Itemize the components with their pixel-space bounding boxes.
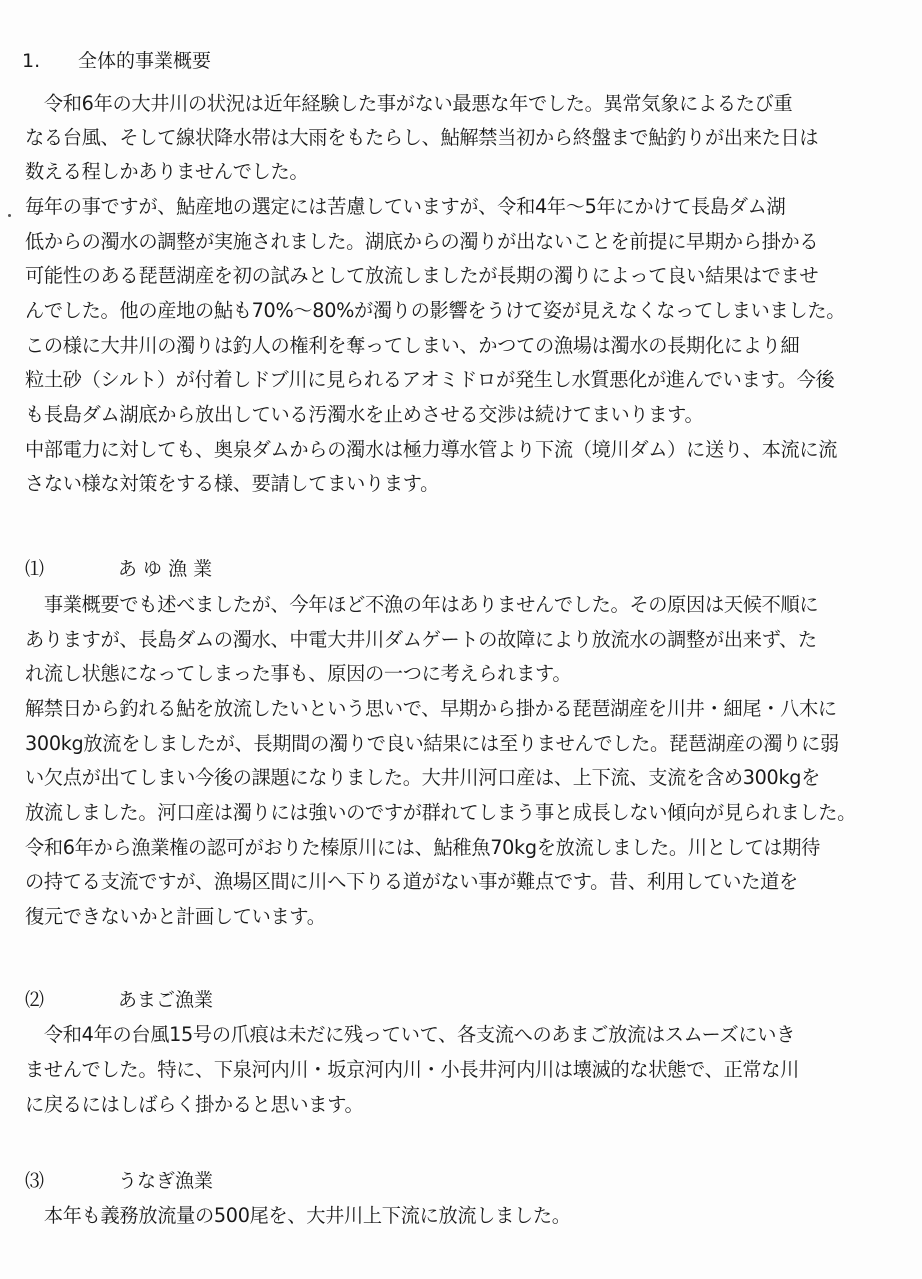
subsection-number: ⑴ <box>25 558 45 580</box>
subsection-title: うなぎ漁業 <box>118 1170 214 1192</box>
paragraph-line: 本年も義務放流量の500尾を、大井川上下流に放流しました。 <box>25 1204 571 1227</box>
paragraph-line: この様に大井川の濁りは釣人の権利を奪ってしまい、かつての漁場は濁水の長期化により細 <box>25 334 800 357</box>
section-number: 1. <box>22 50 41 72</box>
paragraph-line: 粒土砂（シルト）が付着しドブ川に見られるアオミドロが発生し水質悪化が進んでいます。今後 <box>25 368 835 391</box>
paragraph-line: れ流し状態になってしまった事も、原因の一つに考えられます。 <box>25 662 572 685</box>
paragraph-line: んでした。他の産地の鮎も70%～80%が濁りの影響をうけて姿が見えなくなってしまいました。 <box>25 299 846 322</box>
paragraph-line: なる台風、そして線状降水帯は大雨をもたらし、鮎解禁当初から終盤まで鮎釣りが出来た日は <box>25 126 819 149</box>
paragraph-line: 令和6年の大井川の状況は近年経験した事がない最悪な年でした。異常気象によるたび重 <box>25 92 793 115</box>
paragraph-line: 可能性のある琵琶湖産を初の試みとして放流しましたが長期の濁りによって良い結果はでませ <box>25 264 819 287</box>
paragraph-line: 放流しました。河口産は濁りには強いのですが群れてしまう事と成長しない傾向が見られました。 <box>25 801 857 824</box>
scan-speck <box>8 214 11 217</box>
paragraph-line: 数える程しかありませんでした。 <box>25 160 309 183</box>
paragraph-line: 令和6年から漁業権の認可がおりた榛原川には、鮎稚魚70kgを放流しました。川としては期待 <box>25 836 821 859</box>
subsection-number: ⑶ <box>25 1170 45 1192</box>
subsection-title: あまご漁業 <box>118 989 214 1011</box>
paragraph-line: も長島ダム湖底から放出している汚濁水を止めさせる交渉は続けてまいります。 <box>25 403 704 426</box>
subsection-number: ⑵ <box>25 989 45 1011</box>
section-title: 全体的事業概要 <box>78 50 212 72</box>
paragraph-line: い欠点が出てしまい今後の課題になりました。大井川河口産は、上下流、支流を含め300kgを <box>25 766 821 789</box>
paragraph-line: 復元できないかと計画しています。 <box>25 905 326 928</box>
paragraph-line: 毎年の事ですが、鮎産地の選定には苦慮していますが、令和4年～5年にかけて長島ダム湖 <box>25 195 786 218</box>
paragraph-line: 中部電力に対しても、奥泉ダムからの濁水は極力導水管より下流（境川ダム）に送り、本流に流 <box>25 438 838 461</box>
paragraph-line: 令和4年の台風15号の爪痕は未だに残っていて、各支流へのあまご放流はスムーズにいき <box>25 1023 796 1046</box>
paragraph-line: の持てる支流ですが、漁場区間に川へ下りる道がない事が難点です。昔、利用していた道を <box>25 870 798 893</box>
paragraph-line: ませんでした。特に、下泉河内川・坂京河内川・小長井河内川は壊滅的な状態で、正常な川 <box>25 1058 800 1081</box>
paragraph-line: 300kg放流をしましたが、長期間の濁りで良い結果には至りませんでした。琵琶湖産の濁りに弱 <box>25 732 839 755</box>
paragraph-line: ありますが、長島ダムの濁水、中電大井川ダムゲートの故障により放流水の調整が出来ず、た <box>25 628 817 651</box>
paragraph-line: さない様な対策をする様、要請してまいります。 <box>25 472 439 495</box>
paragraph-line: 低からの濁水の調整が実施されました。湖底からの濁りが出ないことを前提に早期から掛かる <box>25 230 819 253</box>
paragraph-line: に戻るにはしばらく掛かると思います。 <box>25 1093 364 1116</box>
paragraph-line: 解禁日から釣れる鮎を放流したいという思いで、早期から掛かる琵琶湖産を川井・細尾・八木に <box>25 697 837 720</box>
subsection-title: あ ゆ 漁 業 <box>118 558 213 580</box>
paragraph-line: 事業概要でも述べましたが、今年ほど不漁の年はありませんでした。その原因は天候不順に <box>25 593 819 616</box>
